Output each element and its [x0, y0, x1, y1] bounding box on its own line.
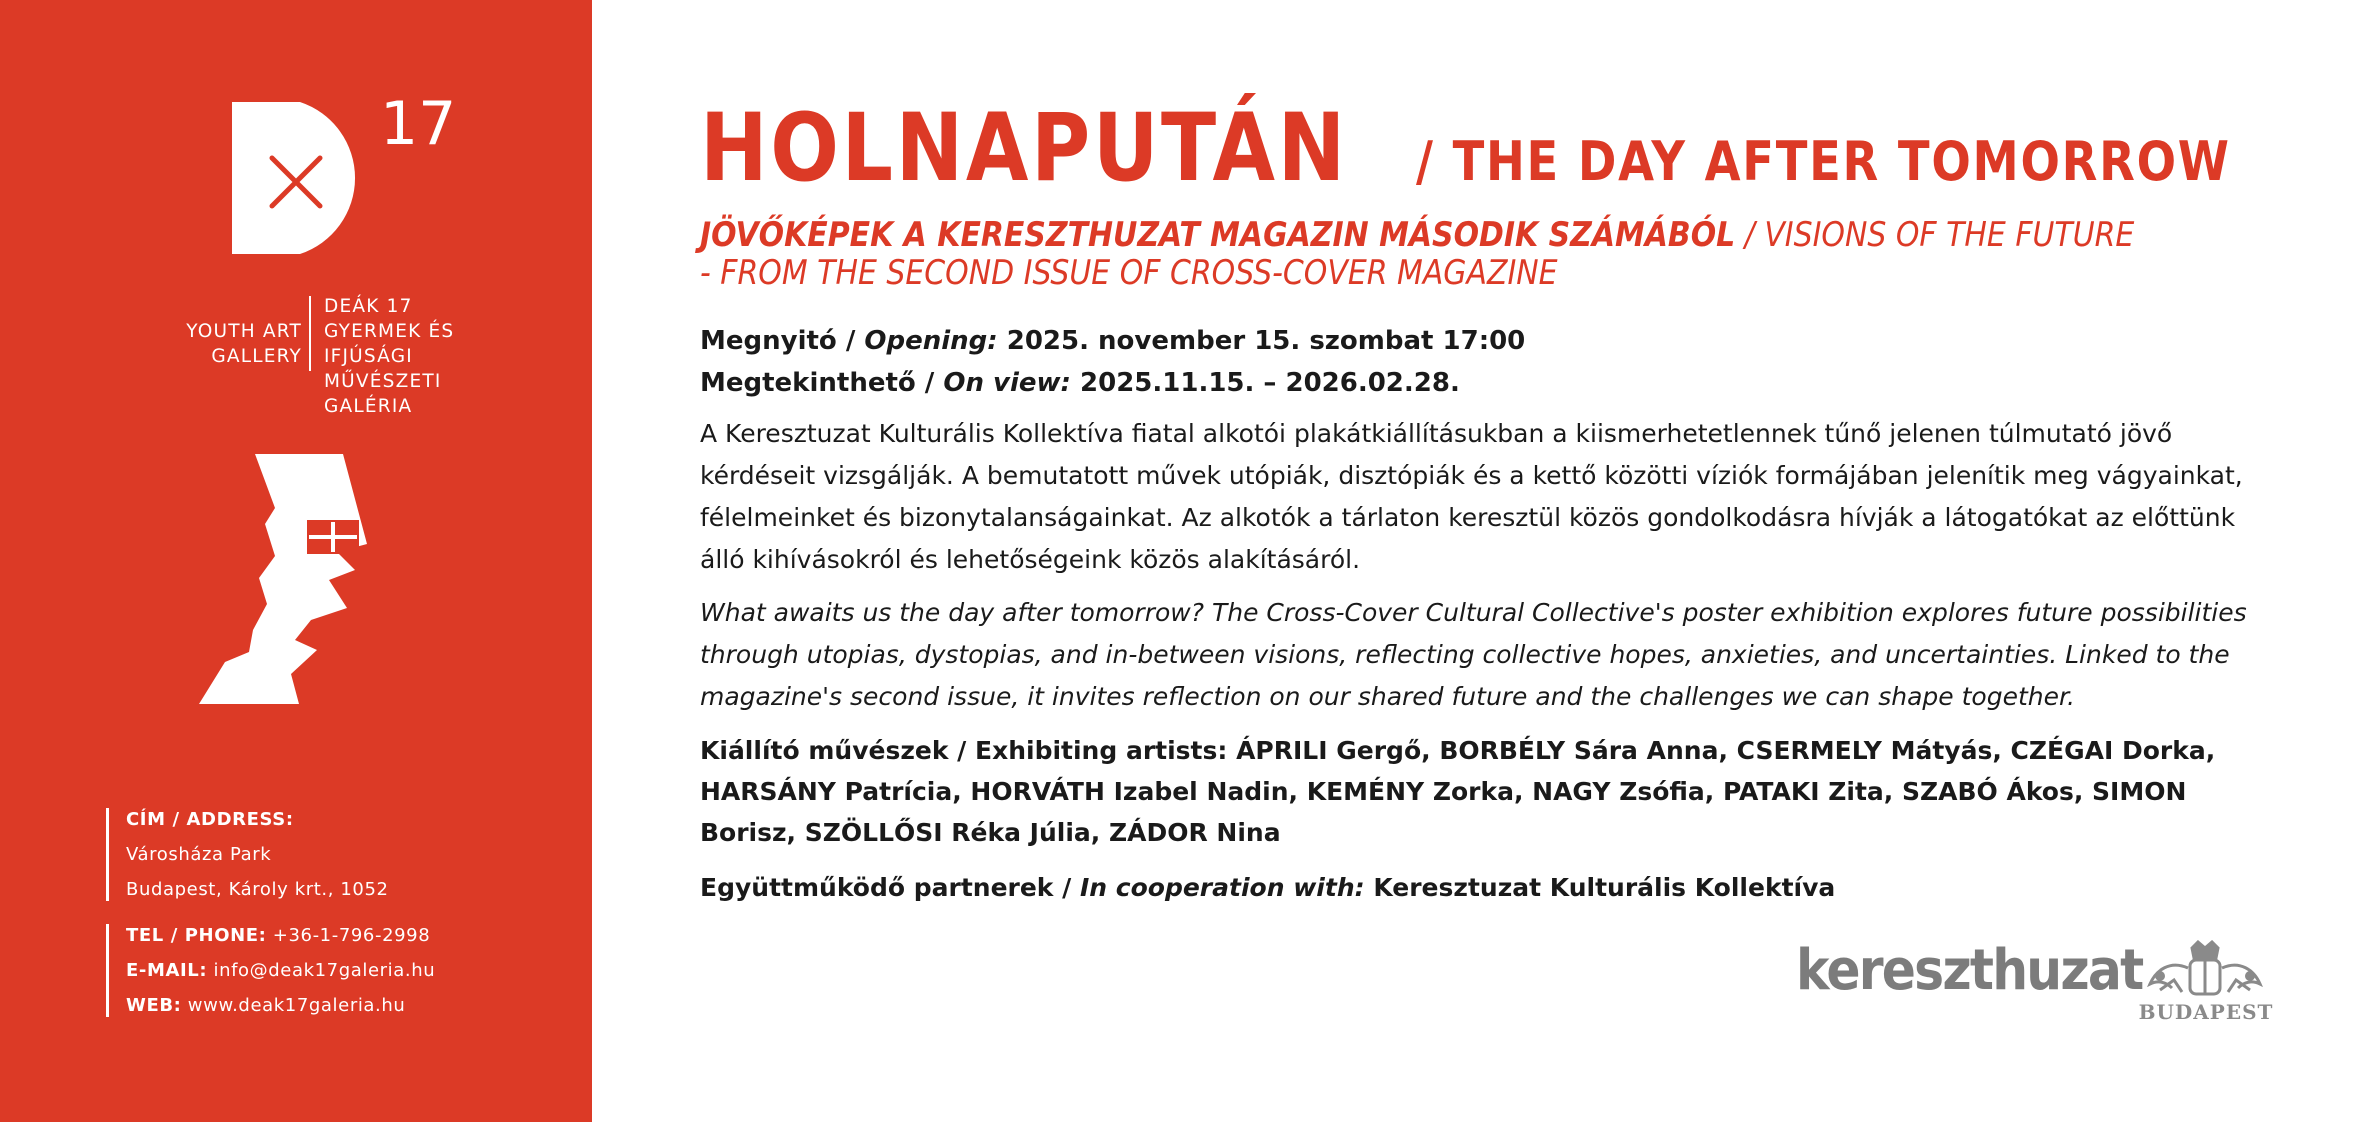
contact-info-block [106, 918, 506, 1023]
description-hu: A Keresztuzat Kulturális Kollektíva fiatal alkotói plakátkiállításukban a kiismerhetetlennek tűnő jelenen túlmutató jövő kérdéseit vizsgálják. A bemutatott művek utópiák, disztópiák és a kettő közötti víziók formájában jelenítik meg vágyainkat, félelmeinket és bizonytalanságainkat. Az alkotók a tárlaton keresztül közös gondolkodásra hívják a látogatókat az előttünk álló kihívásokról és lehetőségeink közös alakításáról. [700, 419, 2243, 574]
partners-label-hu: Együttműködő partnerek / [700, 873, 1072, 902]
on-view-row [700, 362, 1525, 404]
email-label: E-MAIL: [126, 960, 208, 981]
partners-label-en: In cooperation with: [1079, 873, 1365, 902]
gallery-hu-line1: DEÁK 17 [324, 296, 413, 317]
subtitle-hu: JÖVŐKÉPEK A KERESZTHUZAT MAGAZIN MÁSODIK SZÁMÁBÓL [700, 215, 1736, 255]
opening-row [700, 320, 1525, 362]
gallery-en-line1: YOUTH ART [186, 321, 302, 342]
partners-row [700, 868, 2260, 908]
subtitle-en: / VISIONS OF THE FUTURE - FROM THE SECOND ISSUE OF CROSS-COVER MAGAZINE [700, 215, 2135, 293]
gallery-name-hu [324, 294, 520, 419]
sidebar-panel [0, 0, 592, 1122]
email-link[interactable]: info@deak17galeria.hu [213, 960, 436, 981]
web-link[interactable]: www.deak17galeria.hu [187, 995, 406, 1016]
gallery-en-line2: GALLERY [211, 346, 302, 367]
phone-value[interactable]: +36-1-796-2998 [272, 925, 431, 946]
title-block [700, 94, 2231, 203]
address-label: CÍM / ADDRESS: [126, 809, 294, 830]
gallery-hu-line2: GYERMEK ÉS IFJÚSÁGI [324, 321, 455, 367]
phone-label: TEL / PHONE: [126, 925, 267, 946]
opening-label-hu: Megnyitó / [700, 326, 856, 356]
description-en: What awaits us the day after tomorrow? The Cross-Cover Cultural Collective's poster exhibition explores future possibilities through utopias, dystopias, and in-between visions, reflecting collective hopes, anxieties, and uncertainties. Linked to the magazine's second issue, it invites reflection on our shared future and the challenges we can shape together. [700, 598, 2247, 711]
page-title-english: / THE DAY AFTER TOMORROW [1416, 130, 2231, 193]
artists-list: Kiállító művészek / Exhibiting artists: ÁPRILI Gergő, BORBÉLY Sára Anna, CSERMELY Mátyás, CZÉGAI Dorka, HARSÁNY Patrícia, HORVÁTH Izabel Nadin, KEMÉNY Zorka, NAGY Zsófia, PATAKI Zita, SZABÓ Ákos, SIMON Borisz, SZÖLLŐSI Réka Júlia, ZÁDOR Nina [700, 736, 2216, 847]
address-block [106, 802, 506, 907]
phone-row [106, 918, 506, 953]
on-view-label-hu: Megtekinthető / [700, 368, 935, 398]
deak17-logo [230, 100, 460, 260]
subtitle [700, 216, 2143, 292]
on-view-label-en: On view: [943, 368, 1071, 398]
budapest-label: BUDAPEST [2138, 1000, 2274, 1024]
web-row [106, 988, 506, 1023]
page-title: HOLNAPUTÁN [700, 94, 1348, 203]
email-row [106, 953, 506, 988]
partners-value: Keresztuzat Kulturális Kollektíva [1373, 873, 1836, 902]
web-label: WEB: [126, 995, 182, 1016]
gallery-hu-line3: MŰVÉSZETI GALÉRIA [324, 371, 442, 417]
address-line1: Városháza Park [126, 844, 272, 865]
address-line2: Budapest, Károly krt., 1052 [126, 879, 389, 900]
gallery-divider [309, 296, 311, 371]
gallery-name-en [186, 319, 302, 369]
logo-superscript: 17 [380, 100, 457, 159]
opening-value: 2025. november 15. szombat 17:00 [1006, 326, 1526, 356]
opening-label-en: Opening: [864, 326, 998, 356]
on-view-value: 2025.11.15. – 2026.02.28. [1080, 368, 1460, 398]
kereszthuzat-logo: kereszthuzat [1796, 938, 2143, 1003]
gallery-names [80, 294, 520, 417]
head-window-icon [195, 452, 395, 707]
dates-block [700, 320, 1525, 404]
